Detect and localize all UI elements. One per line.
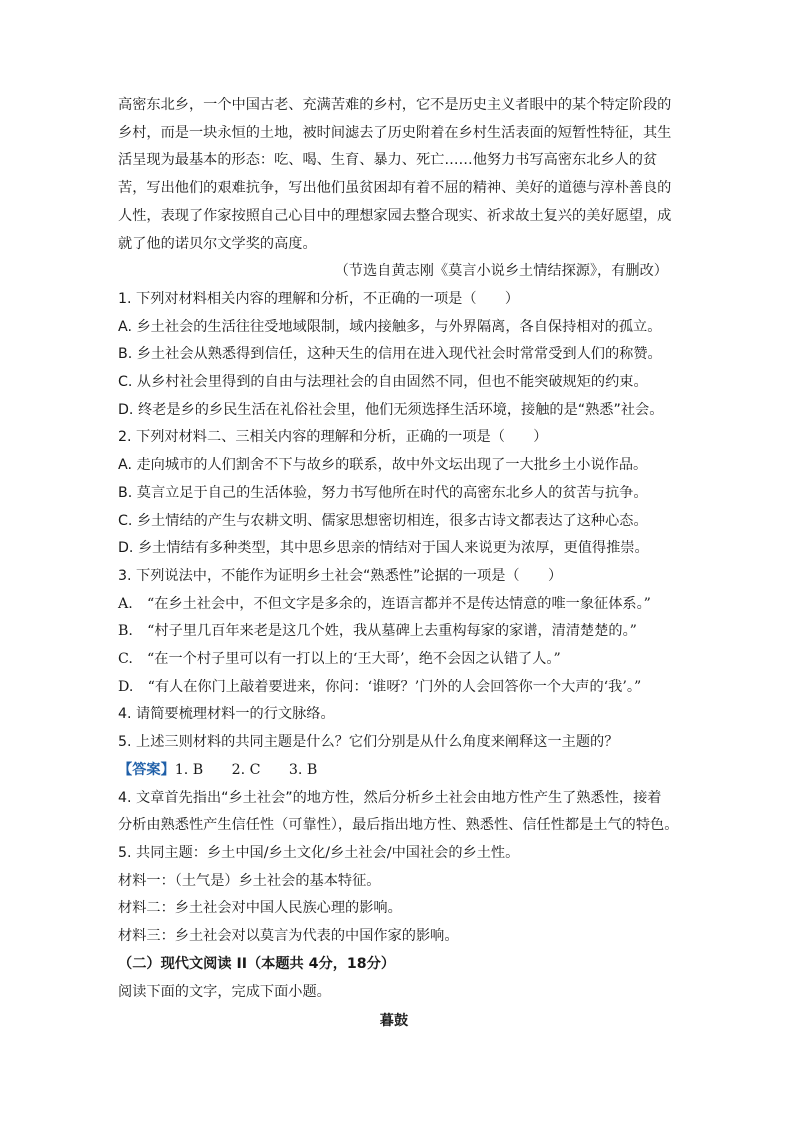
question-3-option-c: C. “在一个村子里可以有一打以上的‘王大哥’，绝不会因之认错了人。” [118,651,561,668]
answer-5-line-1: 5. 共同主题：乡土中国/乡土文化/乡土社会/中国社会的乡土性。 [118,844,520,861]
intro-line-5: 人性，表现了作家按照自己心目中的理想家园去整合现实、祈求故土复兴的美好愿望，成 [118,207,672,224]
question-3-option-b: B. “村子里几百年来老是这几个姓，我从墓碑上去重构每家的家谱，清清楚楚的。” [118,623,637,640]
passage-title: 暮鼓 [379,1013,409,1030]
question-1-option-a: A. 乡土社会的生活往往受地域限制，域内接触多，与外界隔离，各自保持相对的孤立。 [118,318,662,335]
question-3-option-d: D. “有人在你门上敲着要进来，你问：‘谁呀？’门外的人会回答你一个大声的‘我’。” [118,678,642,695]
answer-5-material-1: 材料一：（土气是）乡土社会的基本特征。 [118,872,381,889]
document-content [118,92,679,1036]
answer-label: 【答案】 [118,761,175,778]
answer-line [118,757,670,785]
answer-4-line-2: 分析由熟悉性产生信任性（可靠性），最后指出地方性、熟悉性、信任性都是土气的特色。 [118,817,679,834]
answer-4-line-1: 4. 文章首先指出“乡土社会”的地方性，然后分析乡土社会由地方性产生了熟悉性，接着 [118,789,662,806]
question-4: 4. 请简要梳理材料一的行文脉络。 [118,706,335,723]
question-2-option-d: D. 乡土情结有多种类型，其中思乡思亲的情结对于国人来说更为浓厚，更值得推崇。 [118,540,649,557]
intro-line-4: 苦，写出他们的艰难抗争，写出他们虽贫困却有着不屈的精神、美好的道德与淳朴善良的 [118,180,672,197]
answer-5-material-3: 材料三：乡土社会对以莫言为代表的中国作家的影响。 [118,928,459,945]
question-3-stem: 3. 下列说法中，不能作为证明乡土社会“熟悉性”论据的一项是（ ） [118,567,563,584]
section-2-heading: （二）现代文阅读 II（本题共 4分，18分） [118,955,396,972]
question-2-option-a: A. 走向城市的人们割舍不下与故乡的联系，故中外文坛出现了一大批乡土小说作品。 [118,457,648,474]
question-1-option-d: D. 终老是乡的乡民生活在礼俗社会里，他们无须选择生活环境，接触的是“熟悉”社会。 [118,401,664,418]
intro-line-3: 活呈现为最基本的形态：吃、喝、生育、暴力、死亡……他努力书写高密东北乡人的贫 [118,152,658,169]
question-2-option-b: B. 莫言立足于自己的生活体验，努力书写他所在时代的高密东北乡人的贫苦与抗争。 [118,484,648,501]
question-3-option-a: A. “在乡土社会中，不但文字是多余的，连语言都并不是传达情意的唯一象征体系。” [118,595,651,612]
question-1-stem: 1. 下列对材料相关内容的理解和分析，不正确的一项是（ ） [118,290,520,307]
intro-line-6: 就了他的诺贝尔文学奖的高度。 [118,235,317,252]
question-2-option-c: C. 乡土情结的产生与农耕文明、儒家思想密切相连，很多古诗文都表达了这种心态。 [118,512,648,529]
answer-5-material-2: 材料二：乡土社会对中国人民族心理的影响。 [118,900,402,917]
question-5: 5. 上述三则材料的共同主题是什么？它们分别是从什么角度来阐释这一主题的？ [118,734,619,751]
question-2-stem: 2. 下列对材料二、三相关内容的理解和分析，正确的一项是（ ） [118,429,548,446]
answer-choices: 1. B 2. C 3. B [174,761,318,778]
intro-line-1: 高密东北乡，一个中国古老、充满苦难的乡村，它不是历史主义者眼中的某个特定阶段的 [118,97,672,113]
question-1-option-b: B. 乡土社会从熟悉得到信任，这种天生的信用在进入现代社会时常常受到人们的称赞。 [118,346,662,363]
question-1-option-c: C. 从乡村社会里得到的自由与法理社会的自由固然不同，但也不能突破规矩的约束。 [118,374,648,391]
intro-line-2: 乡村，而是一块永恒的土地，被时间滤去了历史附着在乡村生活表面的短暂性特征，其生 [118,124,672,141]
source-citation: （节选自黄志刚《莫言小说乡土情结探源》，有删改） [334,263,668,280]
section-2-instruction: 阅读下面的文字，完成下面小题。 [118,983,331,1000]
